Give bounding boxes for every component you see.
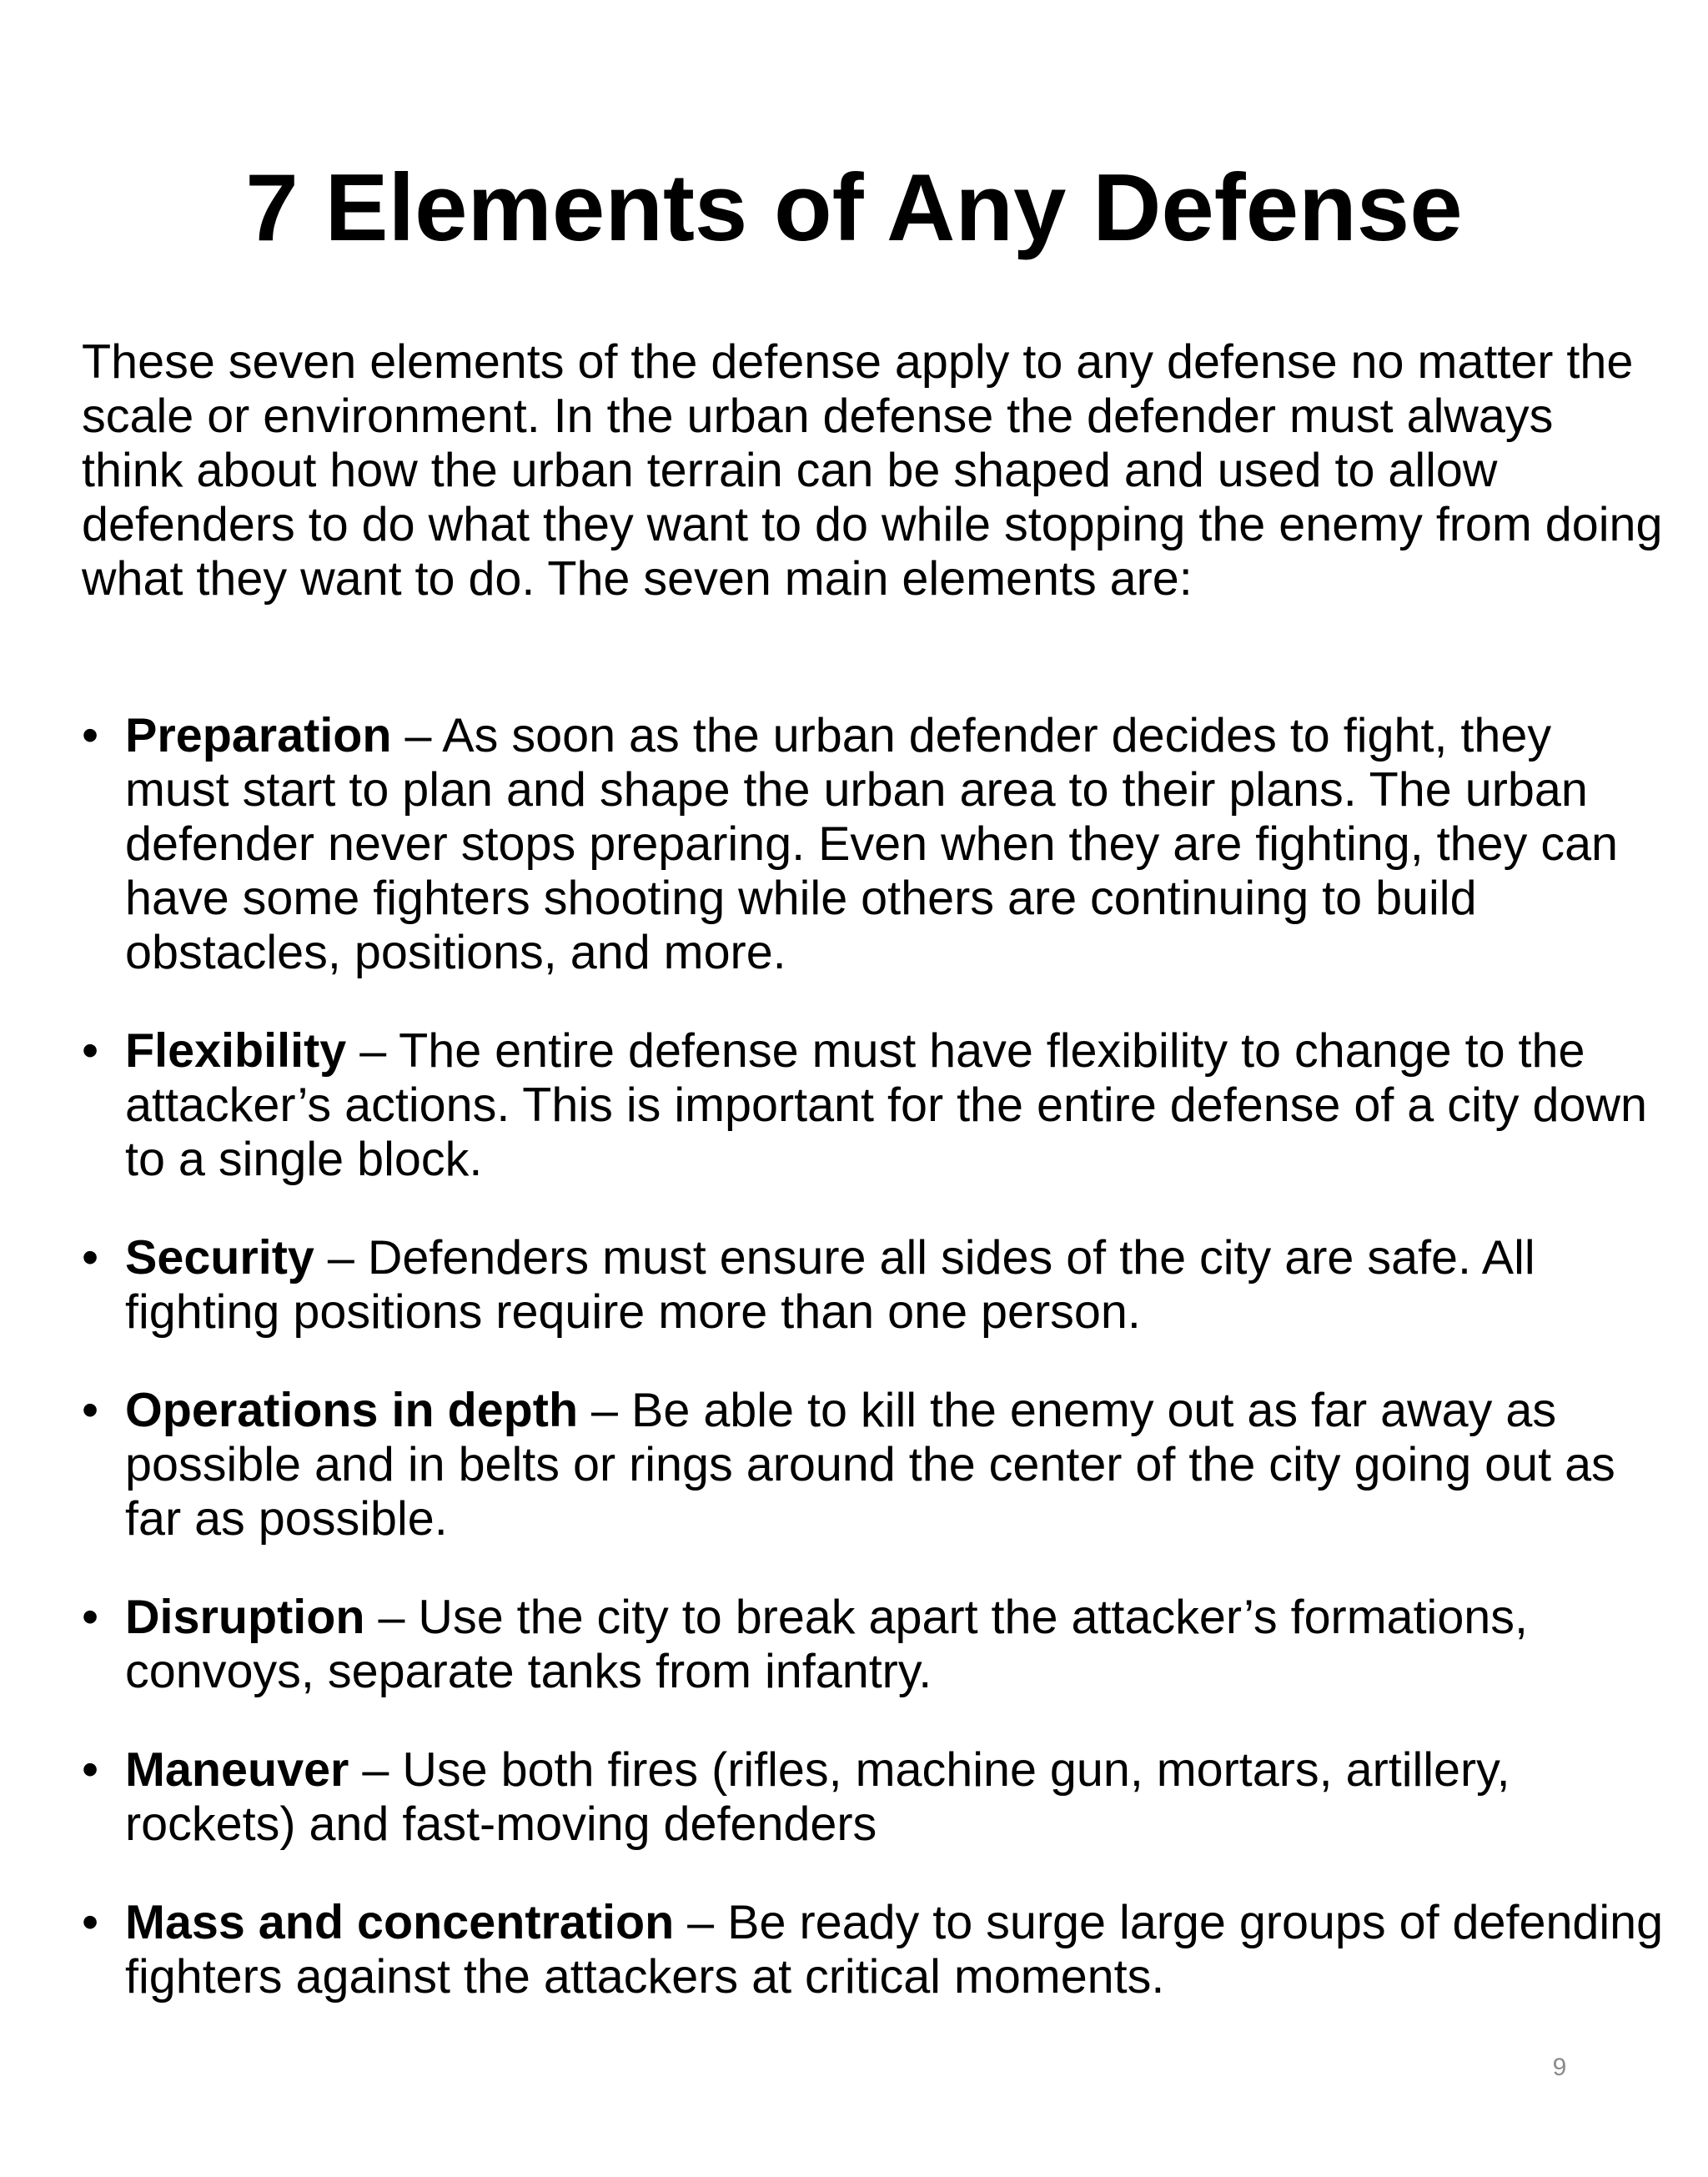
elements-list bbox=[82, 709, 1666, 2049]
bullet-icon: • bbox=[82, 1896, 99, 1949]
list-item-security bbox=[82, 1231, 1666, 1340]
intro-paragraph: These seven elements of the defense apply to any defense no matter the scale or environment. In the urban defense the defender must always think about how the urban terrain can be shaped and used to allow defenders to do what they want to do while stopping the enemy from doing what they want to do. The seven main elements are: bbox=[82, 335, 1663, 606]
element-description: – Defenders must ensure all sides of the city are safe. All fighting positions require more than one person. bbox=[125, 1231, 1535, 1339]
list-item-flexibility bbox=[82, 1024, 1666, 1187]
element-description: – Be ready to surge large groups of defending fighters against the attackers at critical moments. bbox=[125, 1896, 1664, 2004]
element-term: Mass and concentration bbox=[125, 1896, 675, 1949]
list-item-maneuver bbox=[82, 1743, 1666, 1852]
bullet-icon: • bbox=[82, 1231, 99, 1285]
element-term: Security bbox=[125, 1231, 314, 1285]
page-number: 9 bbox=[1552, 2054, 1567, 2081]
bullet-icon: • bbox=[82, 1591, 99, 1644]
bullet-icon: • bbox=[82, 1384, 99, 1437]
bullet-icon: • bbox=[82, 709, 99, 762]
element-term: Disruption bbox=[125, 1591, 365, 1644]
list-item-preparation bbox=[82, 709, 1666, 980]
list-item-operations-in-depth bbox=[82, 1384, 1666, 1546]
element-term: Maneuver bbox=[125, 1743, 349, 1797]
element-term: Preparation bbox=[125, 709, 392, 762]
element-description: – Use both fires (rifles, machine gun, mortars, artillery, rockets) and fast-moving defenders bbox=[125, 1743, 1510, 1851]
element-description: – The entire defense must have flexibility to change to the attacker’s actions. This is important for the entire defense of a city down to a single block. bbox=[125, 1024, 1647, 1186]
element-term: Flexibility bbox=[125, 1024, 347, 1078]
element-term: Operations in depth bbox=[125, 1384, 579, 1437]
page-title: 7 Elements of Any Defense bbox=[245, 155, 1463, 261]
list-item-mass-and-concentration bbox=[82, 1896, 1666, 2004]
element-description: – Be able to kill the enemy out as far away as possible and in belts or rings around the center of the city going out as far as possible. bbox=[125, 1384, 1615, 1546]
bullet-icon: • bbox=[82, 1024, 99, 1078]
element-description: – Use the city to break apart the attacker’s formations, convoys, separate tanks from infantry. bbox=[125, 1591, 1528, 1698]
bullet-icon: • bbox=[82, 1743, 99, 1797]
element-description: – As soon as the urban defender decides to fight, they must start to plan and shape the urban area to their plans. The urban defender never stops preparing. Even when they are fighting, they can have some fighters shooting while others are continuing to build obstacles, positions, and more. bbox=[125, 709, 1619, 979]
list-item-disruption bbox=[82, 1591, 1666, 1699]
